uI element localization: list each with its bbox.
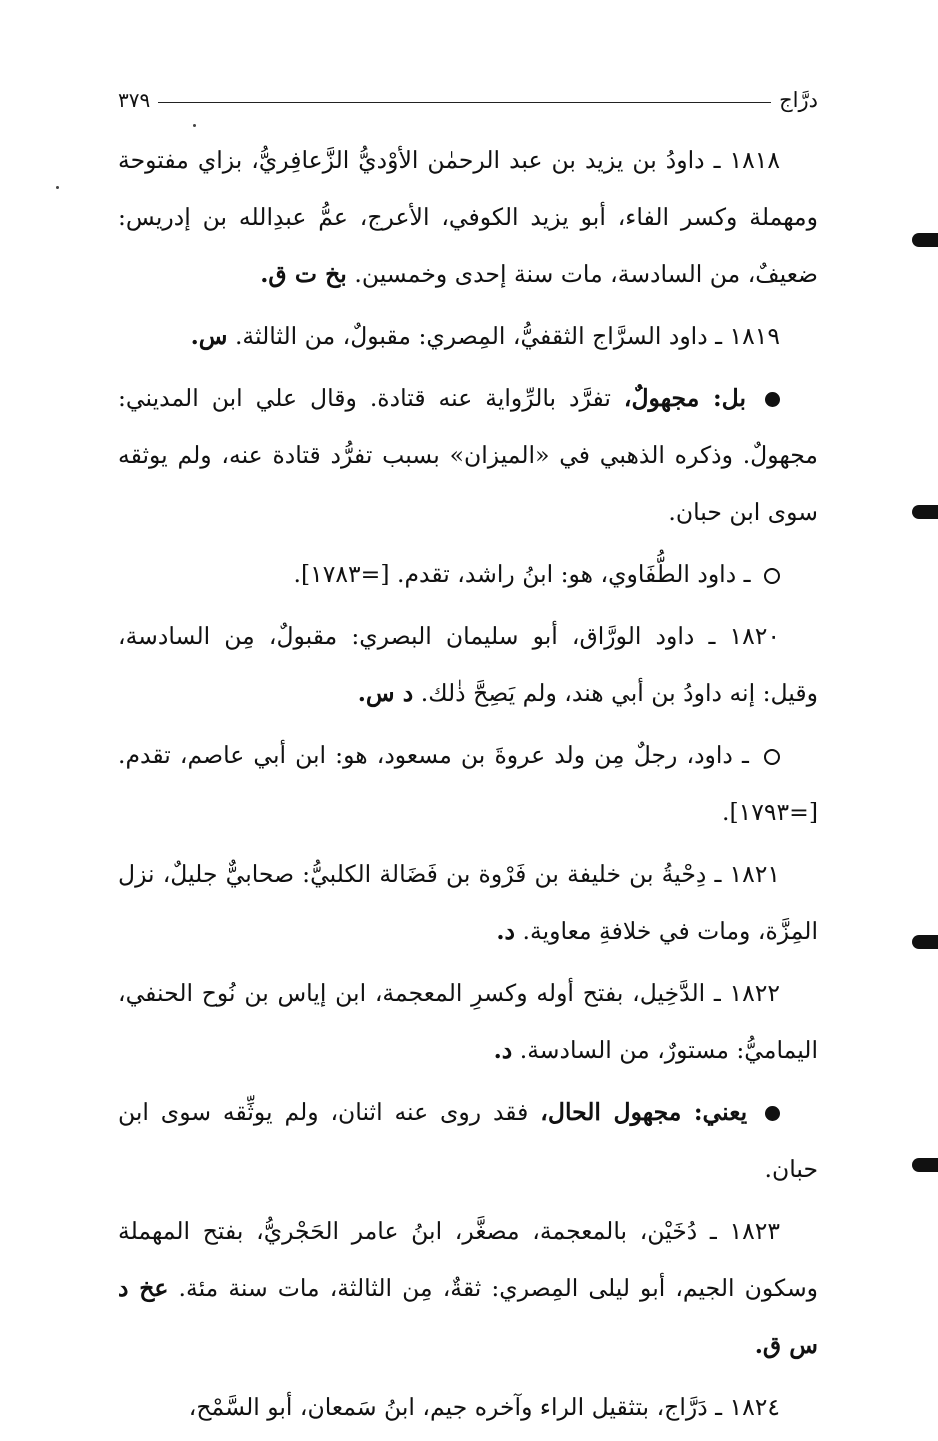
page-body (118, 132, 818, 1441)
source-codes: د. (493, 1036, 513, 1064)
entry-text: الدَّخِيل، بفتح أوله وكسرِ المعجمة، ابن إياس بن نُوح الحنفي، اليماميُّ: مستورٌ، من السادسة. (118, 979, 818, 1064)
page-header (118, 78, 818, 112)
source-codes: د. (496, 917, 516, 945)
entry-1819: ١٨١٩ ـ داود السرَّاج الثقفيُّ، المِصري: مقبولٌ، من الثالثة. س. (190, 322, 780, 350)
editor-comment (118, 1084, 818, 1198)
source-codes: س. (190, 322, 228, 350)
source-codes: بخ ت ق. (260, 260, 347, 288)
entry-1820: ١٨٢٠ ـ داود الورَّاق، أبو سليمان البصري: مقبولٌ، مِن السادسة، وقيل: إنه داودُ بن أبي هند، ولم يَصِحَّ ذٰلك. د س. (118, 622, 818, 707)
entry-number: ١٨١٨ (729, 146, 780, 174)
entry-1824: ١٨٢٤ ـ دَرَّاج، بتثقيل الراء وآخره جيم، ابنُ سَمعان، أبو السَّمْح، (188, 1393, 780, 1421)
entry-1822: ١٨٢٢ ـ الدَّخِيل، بفتح أوله وكسرِ المعجمة، ابن إياس بن نُوح الحنفي، اليماميُّ: مستورٌ، من السادسة. د. (118, 979, 818, 1064)
entry-1823: ١٨٢٣ ـ دُخَيْن، بالمعجمة، مصغَّر، ابنُ عامر الحَجْريُّ، بفتح المهملة وسكون الجيم، أبو ليلى المِصري: ثقةٌ، مِن الثالثة، مات سنة مئة. عخ د س ق. (118, 1217, 818, 1359)
hollow-circle-icon (764, 749, 780, 765)
hollow-circle-icon (764, 568, 780, 584)
thumb-index-mark (912, 233, 938, 247)
cross-reference: ـ داود الطُّفَاوي، هو: ابنُ راشد، تقدم. [=١٧٨٣]. (118, 546, 818, 603)
thumb-index-mark (912, 935, 938, 949)
entry-text: دَرَّاج، بتثقيل الراء وآخره جيم، ابنُ سَمعان، أبو السَّمْح، (188, 1393, 708, 1421)
entry-text: دِحْيةُ بن خليفة بن فَرْوة بن فَضَالة الكلبيُّ: صحابيٌّ جليلٌ، نزل المِزَّة، ومات في خلافةِ معاوية. (118, 860, 818, 945)
entry-1818: ١٨١٨ ـ داودُ بن يزيد بن عبد الرحمٰن الأوْديُّ الزَّعافِريُّ، بزاي مفتوحة ومهملة وكسر الفاء، أبو يزيد الكوفي، الأعرج، عمُّ عبدِالله بن إدريس: ضعيفٌ، من السادسة، مات سنة إحدى وخمسين. بخ ت ق. (118, 146, 818, 288)
thumb-index-mark (912, 505, 938, 519)
comment-lead: يعني: مجهول الحال، (540, 1098, 748, 1126)
entry-text: داود الورَّاق، أبو سليمان البصري: مقبولٌ، مِن السادسة، وقيل: إنه داودُ بن أبي هند، ولم يَصِحَّ ذٰلك. (118, 622, 818, 707)
comment-lead: بل: مجهولٌ، (623, 384, 746, 412)
scan-speck (193, 124, 196, 127)
entry-number: ١٨٢٤ (729, 1393, 780, 1421)
entry-text: داود السرَّاج الثقفيُّ، المِصري: مقبولٌ، من الثالثة. (234, 322, 708, 350)
header-rule (158, 102, 771, 103)
running-title: درَّاج (779, 88, 818, 112)
cross-reference: ـ داود، رجلٌ مِن ولد عروةَ بن مسعود، هو: ابن أبي عاصم، تقدم. [=١٧٩٣]. (118, 741, 818, 826)
comment-text: فقد روى عنه اثنان، ولم يوثِّقه سوى ابن حبان. (118, 1098, 818, 1183)
editor-comment (118, 370, 818, 541)
scan-speck (56, 186, 59, 189)
crossref-text: داود، رجلٌ مِن ولد عروةَ بن مسعود، هو: ابن أبي عاصم، تقدم. [=١٧٩٣]. (118, 741, 818, 826)
entry-1821: ١٨٢١ ـ دِحْيةُ بن خليفة بن فَرْوة بن فَضَالة الكلبيُّ: صحابيٌّ جليلٌ، نزل المِزَّة، ومات في خلافةِ معاوية. د. (118, 860, 818, 945)
filled-dot-icon (765, 1106, 780, 1121)
comment-text: تفرَّد بالرِّواية عنه قتادة. وقال علي ابن المديني: مجهولٌ. وذكره الذهبي في «الميزان» بسبب تفرُّد قتادة عنه، ولم يوثقه سوى ابن حبان. (118, 384, 818, 526)
page-number: ٣٧٩ (118, 88, 151, 112)
thumb-index-mark (912, 1158, 938, 1172)
crossref-text: داود الطُّفَاوي، هو: ابنُ راشد، تقدم. [=١٧٨٣]. (293, 560, 737, 588)
entry-text: داودُ بن يزيد بن عبد الرحمٰن الأوْديُّ الزَّعافِريُّ، بزاي مفتوحة ومهملة وكسر الفاء، أبو يزيد الكوفي، الأعرج، عمُّ عبدِالله بن إدريس: ضعيفٌ، من السادسة، مات سنة إحدى وخمسين. (118, 146, 818, 288)
source-codes: د س. (357, 679, 414, 707)
entry-number: ١٨٢١ (729, 860, 781, 888)
entry-number: ١٨١٩ (729, 322, 780, 350)
entry-number: ١٨٢٢ (729, 979, 780, 1007)
entry-text: دُخَيْن، بالمعجمة، مصغَّر، ابنُ عامر الحَجْريُّ، بفتح المهملة وسكون الجيم، أبو ليلى المِصري: ثقةٌ، مِن الثالثة، مات سنة مئة. (118, 1217, 818, 1302)
entry-number: ١٨٢٣ (729, 1217, 780, 1245)
entry-number: ١٨٢٠ (729, 622, 780, 650)
filled-dot-icon (765, 392, 780, 407)
source-codes: عخ د س ق. (118, 1274, 818, 1359)
